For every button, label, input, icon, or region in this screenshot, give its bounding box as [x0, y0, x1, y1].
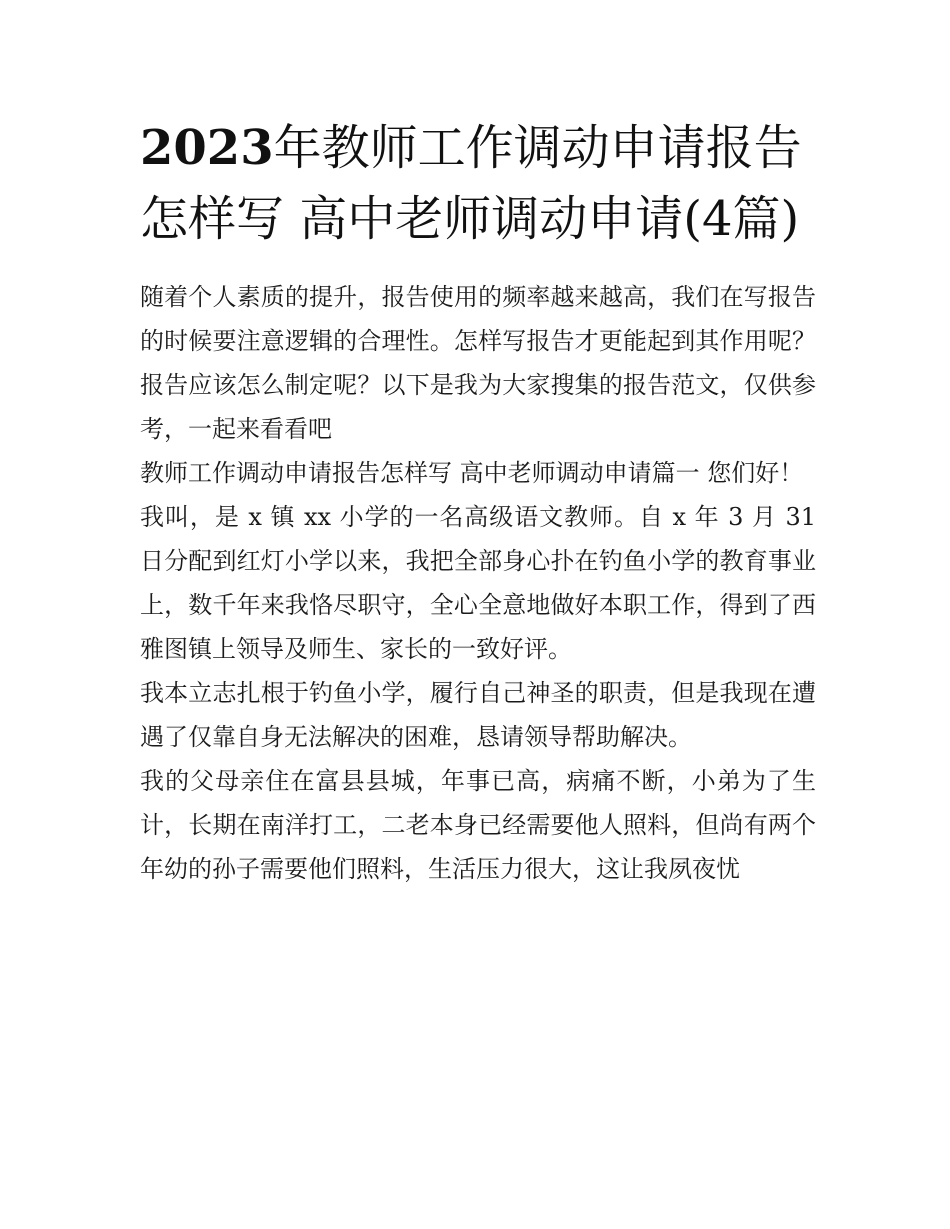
intro-paragraph: 随着个人素质的提升，报告使用的频率越来越高，我们在写报告的时候要注意逻辑的合理性。怎样写报告才更能起到其作用呢？报告应该怎么制定呢？以下是我为大家搜集的报告范文，仅供参考，一起来看看吧	[140, 283, 816, 443]
body-paragraph: 我叫，是 x 镇 xx 小学的一名高级语文教师。自 x 年 3 月 31 日分配到红灯小学以来，我把全部身心扑在钓鱼小学的教育事业上，数千年来我恪尽职守，全心全意地做好本职工作，得到了西雅图镇上领导及师生、家长的一致好评。	[140, 503, 816, 663]
body-paragraph: 我本立志扎根于钓鱼小学，履行自己神圣的职责，但是我现在遭遇了仅靠自身无法解决的困难，恳请领导帮助解决。	[140, 679, 816, 751]
document-body	[140, 113, 816, 891]
document-title	[140, 113, 816, 255]
body-paragraph: 我的父母亲住在富县县城，年事已高，病痛不断，小弟为了生计，长期在南洋打工，二老本身已经需要他人照料，但尚有两个年幼的孙子需要他们照料，生活压力很大，这让我夙夜忧	[140, 767, 816, 883]
section-heading-paragraph: 教师工作调动申请报告怎样写 高中老师调动申请篇一 您们好！	[140, 459, 804, 487]
title-text: 年教师工作调动申请报告怎样写 高中老师调动申请(4篇)	[140, 120, 802, 247]
title-year: 2023	[140, 120, 274, 176]
